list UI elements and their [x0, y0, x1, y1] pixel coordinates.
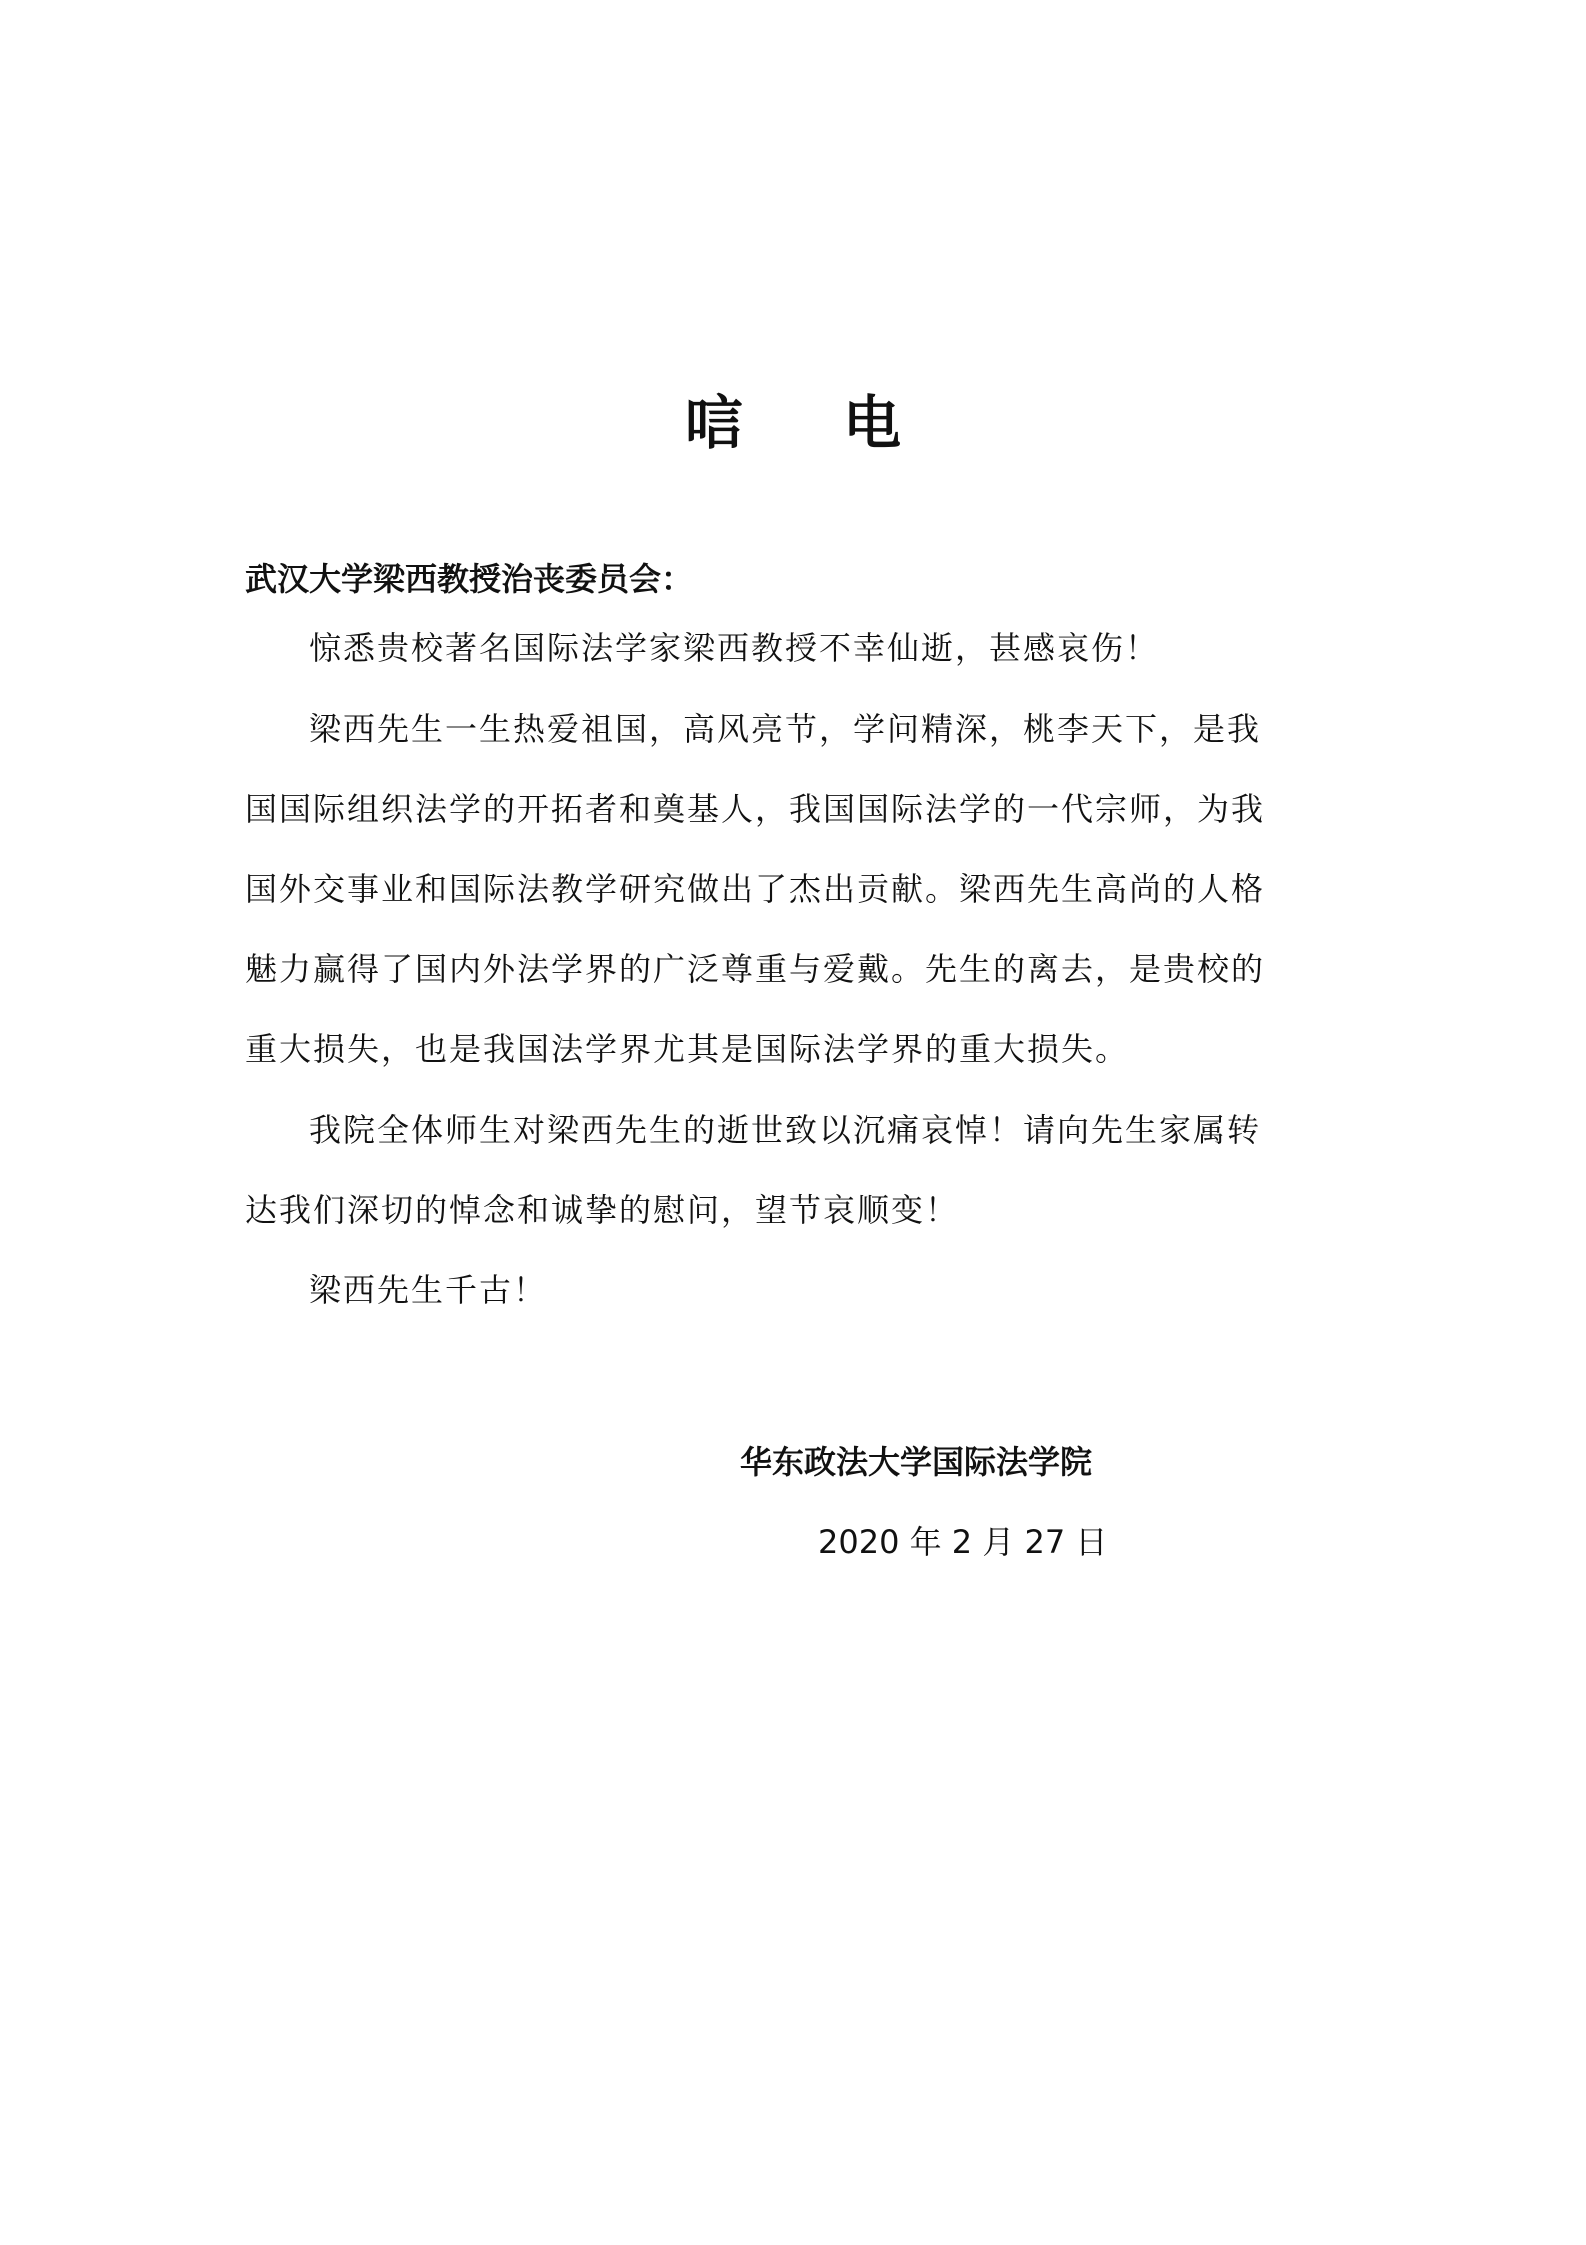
- paragraph-3: [245, 1106, 1345, 1234]
- paragraph-1: [245, 624, 1345, 672]
- paragraph-line: 国外交事业和国际法教学研究做出了杰出贡献。梁西先生高尚的人格: [245, 870, 1266, 908]
- document-title: 唁电: [684, 389, 1001, 457]
- paragraph-4: [245, 1266, 1345, 1314]
- paragraph-2: [245, 705, 1345, 1073]
- paragraph-line: 国国际组织法学的开拓者和奠基人，我国国际法学的一代宗师，为我: [245, 790, 1266, 828]
- paragraph-line: 重大损失，也是我国法学界尤其是国际法学界的重大损失。: [245, 1030, 1130, 1068]
- signature: 华东政法大学国际法学院: [740, 1443, 1093, 1481]
- paragraph-line: 梁西先生一生热爱祖国，高风亮节，学问精深，桃李天下，是我: [309, 710, 1262, 748]
- date: 2020 年 2 月 27 日: [818, 1523, 1108, 1561]
- paragraph-line: 梁西先生千古！: [309, 1271, 548, 1309]
- paragraph-line: 惊悉贵校著名国际法学家梁西教授不幸仙逝，甚感哀伤！: [309, 629, 1160, 667]
- paragraph-line: 魅力赢得了国内外法学界的广泛尊重与爱戴。先生的离去，是贵校的: [245, 950, 1266, 988]
- paragraph-line: 我院全体师生对梁西先生的逝世致以沉痛哀悼！请向先生家属转: [309, 1111, 1262, 1149]
- paragraph-line: 达我们深切的悼念和诚挚的慰问，望节哀顺变！: [245, 1191, 960, 1229]
- salutation: 武汉大学梁西教授治丧委员会：: [245, 560, 694, 598]
